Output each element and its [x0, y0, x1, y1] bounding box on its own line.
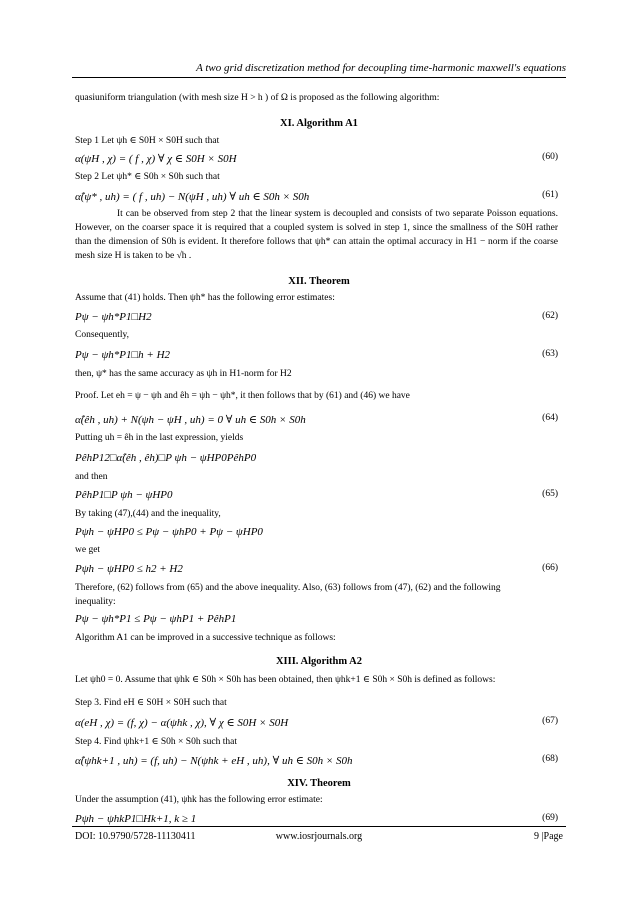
text-line: Therefore, (62) follows from (65) and the above inequality. Also, (63) follows from (47), (62) and the following	[75, 583, 501, 593]
equation-number: (63)	[542, 349, 558, 359]
text-line: quasiuniform triangulation (with mesh size H > h ) of Ω is proposed as the following algorithm:	[75, 93, 440, 103]
equation: α(ψH , χ) = ( f , χ) ∀ χ ∈ S0H × S0H	[75, 153, 237, 165]
text-line: inequality:	[75, 597, 116, 607]
footer-rule	[72, 826, 566, 827]
text-line: Let ψh0 = 0. Assume that ψhk ∈ S0h × S0h has been obtained, then ψhk+1 ∈ S0h × S0h is defined as follows:	[75, 675, 496, 685]
equation-number: (60)	[542, 152, 558, 162]
text-line: Step 2 Let ψh* ∈ S0h × S0h such that	[75, 172, 220, 182]
equation-number: (64)	[542, 413, 558, 423]
text-line: Assume that (41) holds. Then ψh* has the following error estimates:	[75, 293, 335, 303]
text-line: Step 1 Let ψh ∈ S0H × S0H such that	[75, 136, 220, 146]
equation: α(eH , χ) = (f, χ) − α(ψhk , χ), ∀ χ ∈ S0H × S0H	[75, 717, 289, 729]
text-line: Consequently,	[75, 330, 130, 340]
text-line: we get	[75, 545, 101, 555]
equation: Pψ − ψh*P1□H2	[75, 311, 152, 323]
equation: Pψh − ψHP0 ≤ Pψ − ψhP0 + Pψ − ψHP0	[75, 526, 263, 538]
equation-number: (69)	[542, 813, 558, 823]
text-line: Step 4. Find ψhk+1 ∈ S0h × S0h such that	[75, 737, 237, 747]
text-line: Algorithm A1 can be improved in a successive technique as follows:	[75, 633, 336, 643]
text-line: then, ψ* has the same accuracy as ψh in H1-norm for H2	[75, 369, 292, 379]
running-header: A two grid discretization method for decoupling time-harmonic maxwell's equations	[196, 62, 566, 74]
text-line: By taking (47),(44) and the inequality,	[75, 509, 221, 519]
footer-doi: DOI: 10.9790/5728-11130411	[75, 831, 196, 842]
equation: Pψh − ψhkP1□Hk+1, k ≥ 1	[75, 813, 197, 825]
text-line: and then	[75, 472, 108, 482]
section-heading: XII. Theorem	[288, 276, 350, 287]
text-line: Putting uh = êh in the last expression, yields	[75, 433, 244, 443]
footer-site: www.iosrjournals.org	[275, 831, 363, 842]
header-rule	[72, 77, 566, 78]
equation: α̂(êh , uh) + N(ψh − ψH , uh) = 0 ∀ uh ∈ S0h × S0h	[75, 414, 306, 426]
equation: α̂(ψ* , uh) = ( f , uh) − N(ψH , uh) ∀ uh ∈ S0h × S0h	[75, 191, 310, 203]
footer-page: 9 |Page	[534, 831, 563, 842]
body-paragraph: It can be observed from step 2 that the linear system is decoupled and consists of two separate Poisson equations. However, on the coarser space it is required that a coupled system is solved in step 1, since the smallness of the S0H rather than the dimension of S0h is evident. It therefore follows that ψh* can attain the optimal accuracy in H1 − norm if the coarse mesh size H is taken to be √h .	[75, 209, 558, 261]
text-line: Proof. Let eh = ψ − ψh and êh = ψh − ψh*, it then follows that by (61) and (46) we have	[75, 391, 410, 401]
equation-number: (65)	[542, 489, 558, 499]
equation-number: (62)	[542, 311, 558, 321]
section-heading: XIV. Theorem	[287, 778, 351, 789]
equation: PêhP12□α̂(êh , êh)□P ψh − ψHP0PêhP0	[75, 452, 257, 464]
equation-number: (66)	[542, 563, 558, 573]
equation: Pψh − ψHP0 ≤ h2 + H2	[75, 563, 183, 575]
equation: α̂(ψhk+1 , uh) = (f, uh) − N(ψhk + eH , uh), ∀ uh ∈ S0h × S0h	[75, 755, 353, 767]
equation: Pψ − ψh*P1□h + H2	[75, 349, 171, 361]
equation: Pψ − ψh*P1 ≤ Pψ − ψhP1 + PêhP1	[75, 613, 237, 625]
section-heading: XIII. Algorithm A2	[275, 656, 363, 667]
text-line: Step 3. Find eH ∈ S0H × S0H such that	[75, 698, 227, 708]
section-heading: XI. Algorithm A1	[280, 118, 358, 129]
equation: PêhP1□P ψh − ψHP0	[75, 489, 173, 501]
equation-number: (67)	[542, 716, 558, 726]
equation-number: (61)	[542, 190, 558, 200]
text-line: Under the assumption (41), ψhk has the following error estimate:	[75, 795, 323, 805]
equation-number: (68)	[542, 754, 558, 764]
